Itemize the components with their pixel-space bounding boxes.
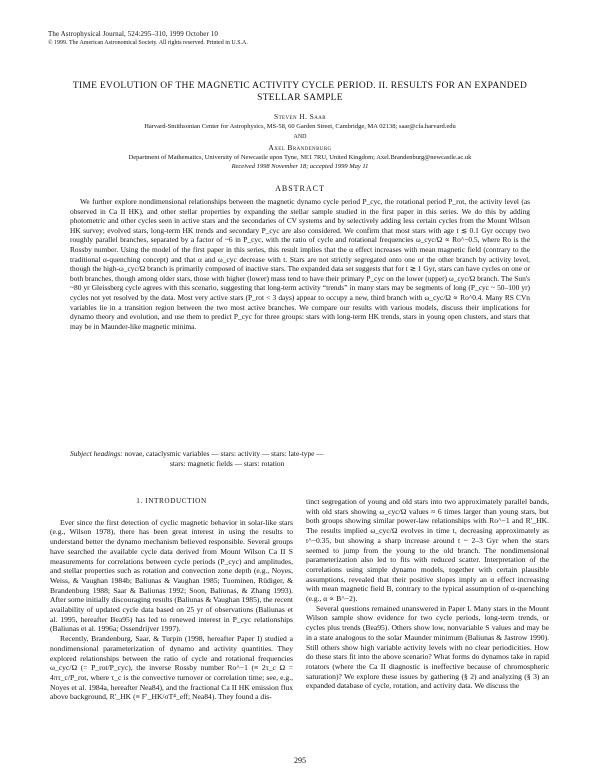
subject-headings — [70, 449, 530, 468]
abstract-heading: ABSTRACT — [275, 184, 325, 193]
subject-headings-line: novae, cataclysmic variables — stars: activity — stars: late-type — — [124, 449, 324, 458]
author-block — [40, 112, 560, 171]
and-separator: AND — [293, 134, 307, 140]
subject-headings-line: stars: magnetic fields — stars: rotation — [170, 458, 285, 468]
journal-citation: The Astrophysical Journal, 524:295–310, 1999 October 10 — [48, 30, 218, 38]
author-affiliation: Department of Mathematics, University of Newcastle upon Tyne, NE1 7RU, United Kingdom; Axel.Brandenburg@newcastle.ac.uk — [128, 154, 472, 161]
received-accepted-dates: Received 1998 November 18; accepted 1999 May 11 — [231, 163, 369, 170]
body-paragraph: Recently, Brandenburg, Saar, & Turpin (1998, hereafter Paper I) studied a nondimensional parameterization of dynamo and activity quantities. They explored relationships between the ratio of cycle and rotational frequencies ω_cyc/Ω (= P_rot/P_cyc), the inverse Rossby number Ro^−1 (≡ 2τ_c Ω = 4πτ_c/P_rot, where τ_c is the convective turnover or correlation time; see, e.g., Noyes et al. 1984a, hereafter Nea84), and the fractional Ca II HK emission flux above background, R′_HK (≡ F′_HK/σT⁴_eff; Nea84). They found a dis- — [50, 634, 293, 702]
body-paragraph: tinct segregation of young and old stars into two approximately parallel bands, with old stars showing ω_cyc/Ω values ≈ 6 times larger than young stars, but both groups showing similar power-law relationships with Ro^−1 and R′_HK. The results implied ω_cyc/Ω evolves in time t, decreasing approximately as t^−0.35, but showing a sharp increase around t ~ 2–3 Gyr when the stars seemed to jump from the young to the old branch. The nondimensional parameterization also led to fits with reduced scatter. Interpretation of the correlations using simple dynamo models, together with certain plausible assumptions, revealed that their positive slopes imply an α effect increasing with mean magnetic field B, contrary to the typical assumption of α-quenching (e.g., α ∝ B^−2). — [306, 497, 549, 604]
author-name: Steven H. Saar — [274, 112, 326, 121]
running-header — [48, 30, 548, 47]
page-number: 295 — [294, 756, 306, 765]
body-paragraph: Several questions remained unanswered in Paper I. Many stars in the Mount Wilson sample show evidence for two cycle periods, long-term trends, or cycles plus trends (Bea95). Others show low, nonvariable S values and may be in a state analogous to the solar Maunder minimum (Baliunas & Jastrow 1990). Still others show high variable activity levels with no clear periodicities. How do these stars fit into the above scenario? What forms do dynamos take in rapid rotators (where the Ca II diagnostic is ineffective because of chromospheric saturation)? We explore these issues by gathering (§ 2) and analyzing (§ 3) an expanded database of cycle, rotation, and activity data. We discuss the — [306, 603, 549, 691]
right-column — [306, 497, 549, 691]
abstract-text: We further explore nondimensional relationships between the magnetic dynamo cycle period P_cyc, the rotational period P_rot, the activity level (as observed in Ca II HK), and other stellar properties by expanding the stellar sample studied in the first paper in this series. We do this by adding photometric and other cycles seen in active stars and the secondaries of CV systems and by selectively adding less certain cycles from the Mount Wilson HK survey; evolved stars, long-term HK trends and secondary P_cyc are also considered. We confirm that most stars with age t ≲ 0.1 Gyr occupy two roughly parallel branches, separated by a factor of ~6 in P_cyc, with the ratio of cycle and rotational frequencies ω_cyc/Ω ∝ Ro^−0.5, where Ro is the Rossby number. Using the model of the first paper in this series, this result implies that the α effect increases with mean magnetic field (contrary to the traditional α-quenching concept) and that α and ω_cyc decrease with t. Stars are not strictly segregated onto one or the other branch by activity level, though the high-ω_cyc/Ω branch is primarily composed of inactive stars. The expanded data set suggests that for t ≳ 1 Gyr, stars can have cycles on one or both branches, though among older stars, those with higher (lower) mass tend to have their primary P_cyc on the lower (upper) ω_cyc/Ω branch. The Sun's ~80 yr Gleissberg cycle agrees with this scenario, suggesting that long-term activity “trends” in many stars may be segments of long (P_cyc ~ 50–100 yr) cycles not yet resolved by the data. Most very active stars (P_rot < 3 days) appear to occupy a new, third branch with ω_cyc/Ω ∝ Ro^0.4. Many RS CVn variables lie in a transition region between the two most active branches. We compare our results with various models, discuss their implications for dynamo theory and evolution, and use them to predict P_cyc for three groups: stars with long-term HK trends, stars in young open clusters, and stars that may be in Maunder-like magnetic minima. — [70, 197, 530, 331]
author-name: Axel Brandenburg — [268, 143, 332, 152]
copyright-notice: © 1999. The American Astronomical Society. All rights reserved. Printed in U.S.A. — [48, 40, 248, 46]
body-paragraph: Ever since the first detection of cyclic magnetic behavior in solar-like stars (e.g., Wilson 1978), there has been great interest in using the results to understand better the dynamo mechanism believed responsible. Several groups have searched the available cycle data derived from Mount Wilson Ca II S measurements for correlations between cycle periods (P_cyc) and amplitudes, and stellar properties such as rotation and convection zone depth (e.g., Noyes, Weiss, & Vaughan 1984b; Baliunas & Vaughan 1985; Tuominen, Rüdiger, & Brandenburg 1988; Saar & Baliunas 1992; Soon, Baliunas, & Zhang 1993). After some initially discouraging results (Baliunas & Vaughan 1985), the recent availability of updated cycle data based on 25 yr of observations (Baliunas et al. 1995, hereafter Bea95) has led to renewed interest in P_cyc relationships (Baliunas et al. 1996a; Ossendrijver 1997). — [50, 517, 293, 634]
left-column — [50, 497, 293, 702]
author-affiliation: Harvard-Smithsonian Center for Astrophysics, MS-58, 60 Garden Street, Cambridge, MA 02138; saar@cfa.harvard.edu — [144, 123, 456, 130]
subject-headings-label: Subject headings: — [70, 449, 123, 458]
section-heading: 1. INTRODUCTION — [136, 497, 207, 505]
paper-title: TIME EVOLUTION OF THE MAGNETIC ACTIVITY CYCLE PERIOD. II. RESULTS FOR AN EXPANDED STELLAR SAMPLE — [72, 81, 528, 103]
